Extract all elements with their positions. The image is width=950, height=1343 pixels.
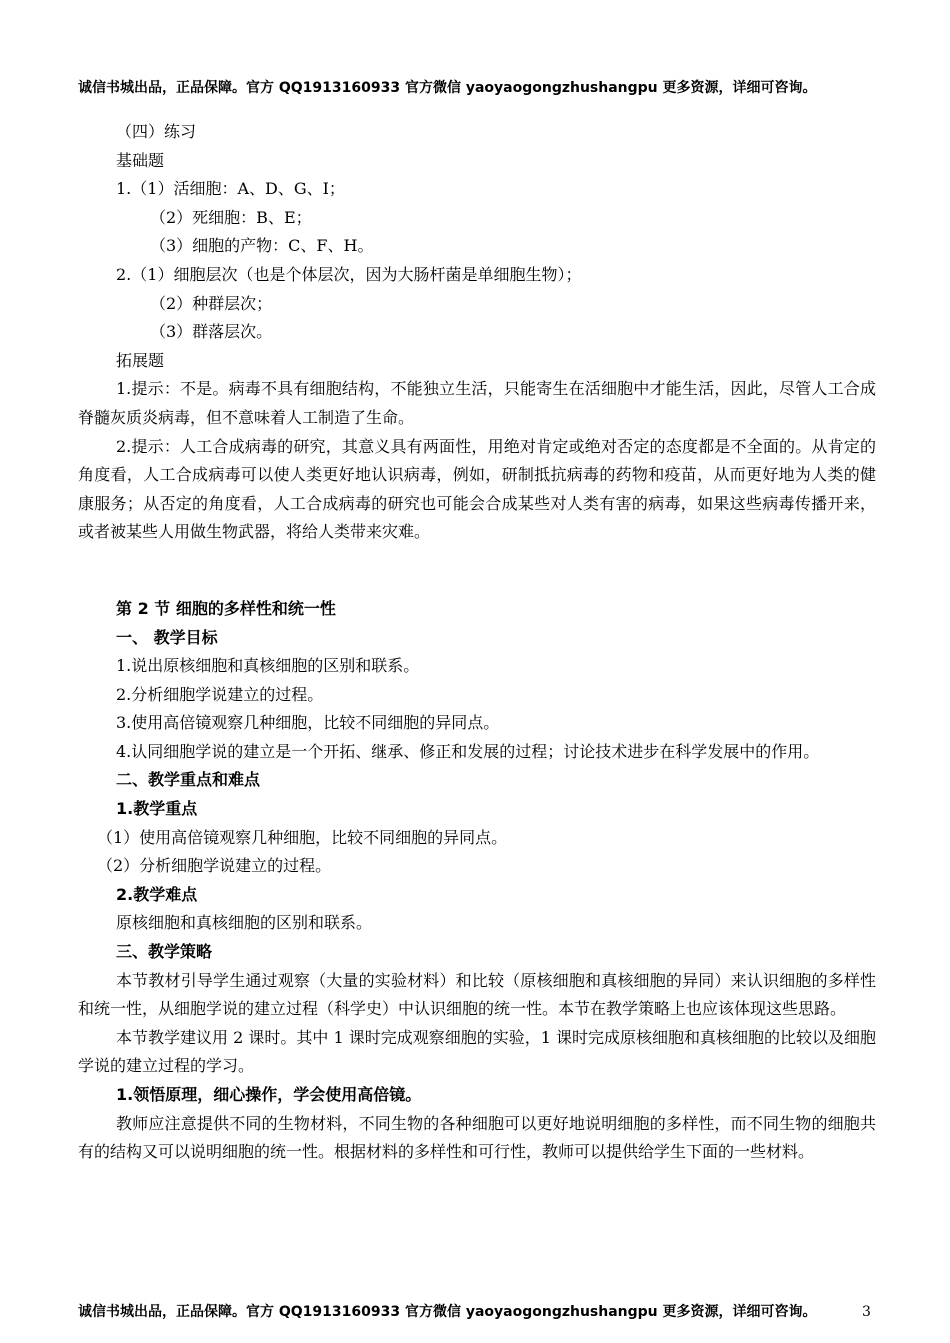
difficulty-1: 原核细胞和真核细胞的区别和联系。	[116, 913, 373, 933]
page-content	[78, 118, 876, 1167]
key-point-2: （2）分析细胞学说建立的过程。	[97, 856, 332, 876]
question-2-part-2: （2）种群层次；	[150, 293, 273, 313]
key-point-1: （1）使用高倍镜观察几种细胞，比较不同细胞的异同点。	[97, 827, 508, 847]
question-1-part-3: （3）细胞的产物：C、F、H。	[150, 236, 374, 256]
strategy-heading: 三、教学策略	[116, 942, 213, 962]
goal-1: 1.说出原核细胞和真核细胞的区别和联系。	[116, 656, 420, 676]
page-number: 3	[862, 1304, 871, 1320]
goal-2: 2.分析细胞学说建立的过程。	[116, 684, 324, 704]
key-points-heading: 二、教学重点和难点	[116, 770, 261, 790]
extension-heading: 拓展题	[116, 350, 165, 370]
section-title: 第 2 节 细胞的多样性和统一性	[116, 598, 336, 618]
question-1-part-1: 1.（1）活细胞：A、D、G、I；	[116, 179, 345, 199]
question-1-part-2: （2）死细胞：B、E；	[150, 207, 312, 227]
strategy-paragraph-2: 本节教学建议用 2 课时。其中 1 课时完成观察细胞的实验，1 课时完成原核细胞和真核细胞的比较以及细胞学说的建立过程的学习。	[78, 1027, 876, 1076]
page-header: 诚信书城出品，正品保障。官方 QQ1913160933 官方微信 yaoyaogongzhushangpu 更多资源，详细可咨询。	[78, 80, 817, 96]
question-2-part-3: （3）群落层次。	[150, 322, 273, 342]
key-points-subheading: 1.教学重点	[116, 799, 198, 819]
strategy-subheading-1: 1.领悟原理，细心操作，学会使用高倍镜。	[116, 1085, 422, 1104]
exercise-heading: （四）练习	[116, 122, 197, 141]
difficulty-subheading: 2.教学难点	[116, 884, 198, 904]
extension-answer-1: 1.提示：不是。病毒不具有细胞结构，不能独立生活，只能寄生在活细胞中才能生活，因此，尽管人工合成脊髓灰质炎病毒，但不意味着人工制造了生命。	[78, 379, 876, 427]
strategy-paragraph-3: 教师应注意提供不同的生物材料，不同生物的各种细胞可以更好地说明细胞的多样性，而不同生物的细胞共有的结构又可以说明细胞的统一性。根据材料的多样性和可行性，教师可以提供给学生下面的一些材料。	[78, 1113, 876, 1162]
goals-heading: 一、 教学目标	[116, 627, 218, 647]
basic-questions-heading: 基础题	[116, 150, 165, 170]
goal-3: 3.使用高倍镜观察几种细胞，比较不同细胞的异同点。	[116, 713, 500, 733]
strategy-paragraph-1: 本节教材引导学生通过观察（大量的实验材料）和比较（原核细胞和真核细胞的异同）来认识细胞的多样性和统一性，从细胞学说的建立过程（科学史）中认识细胞的统一性。本节在教学策略上也应该体现这些思路。	[78, 970, 876, 1019]
question-2-part-1: 2.（1）细胞层次（也是个体层次，因为大肠杆菌是单细胞生物）；	[116, 264, 582, 284]
goal-4: 4.认同细胞学说的建立是一个开拓、继承、修正和发展的过程；讨论技术进步在科学发展中的作用。	[116, 741, 820, 761]
section-spacer	[78, 547, 876, 595]
extension-answer-2: 2.提示：人工合成病毒的研究，其意义具有两面性，用绝对肯定或绝对否定的态度都是不全面的。从肯定的角度看，人工合成病毒可以使人类更好地认识病毒，例如，研制抵抗病毒的药物和疫苗，从而更好地为人类的健康服务；从否定的角度看，人工合成病毒的研究也可能会合成某些对人类有害的病毒，如果这些病毒传播开来，或者被某些人用做生物武器，将给人类带来灾难。	[78, 436, 876, 542]
page-footer: 诚信书城出品，正品保障。官方 QQ1913160933 官方微信 yaoyaogongzhushangpu 更多资源，详细可咨询。	[78, 1304, 817, 1320]
